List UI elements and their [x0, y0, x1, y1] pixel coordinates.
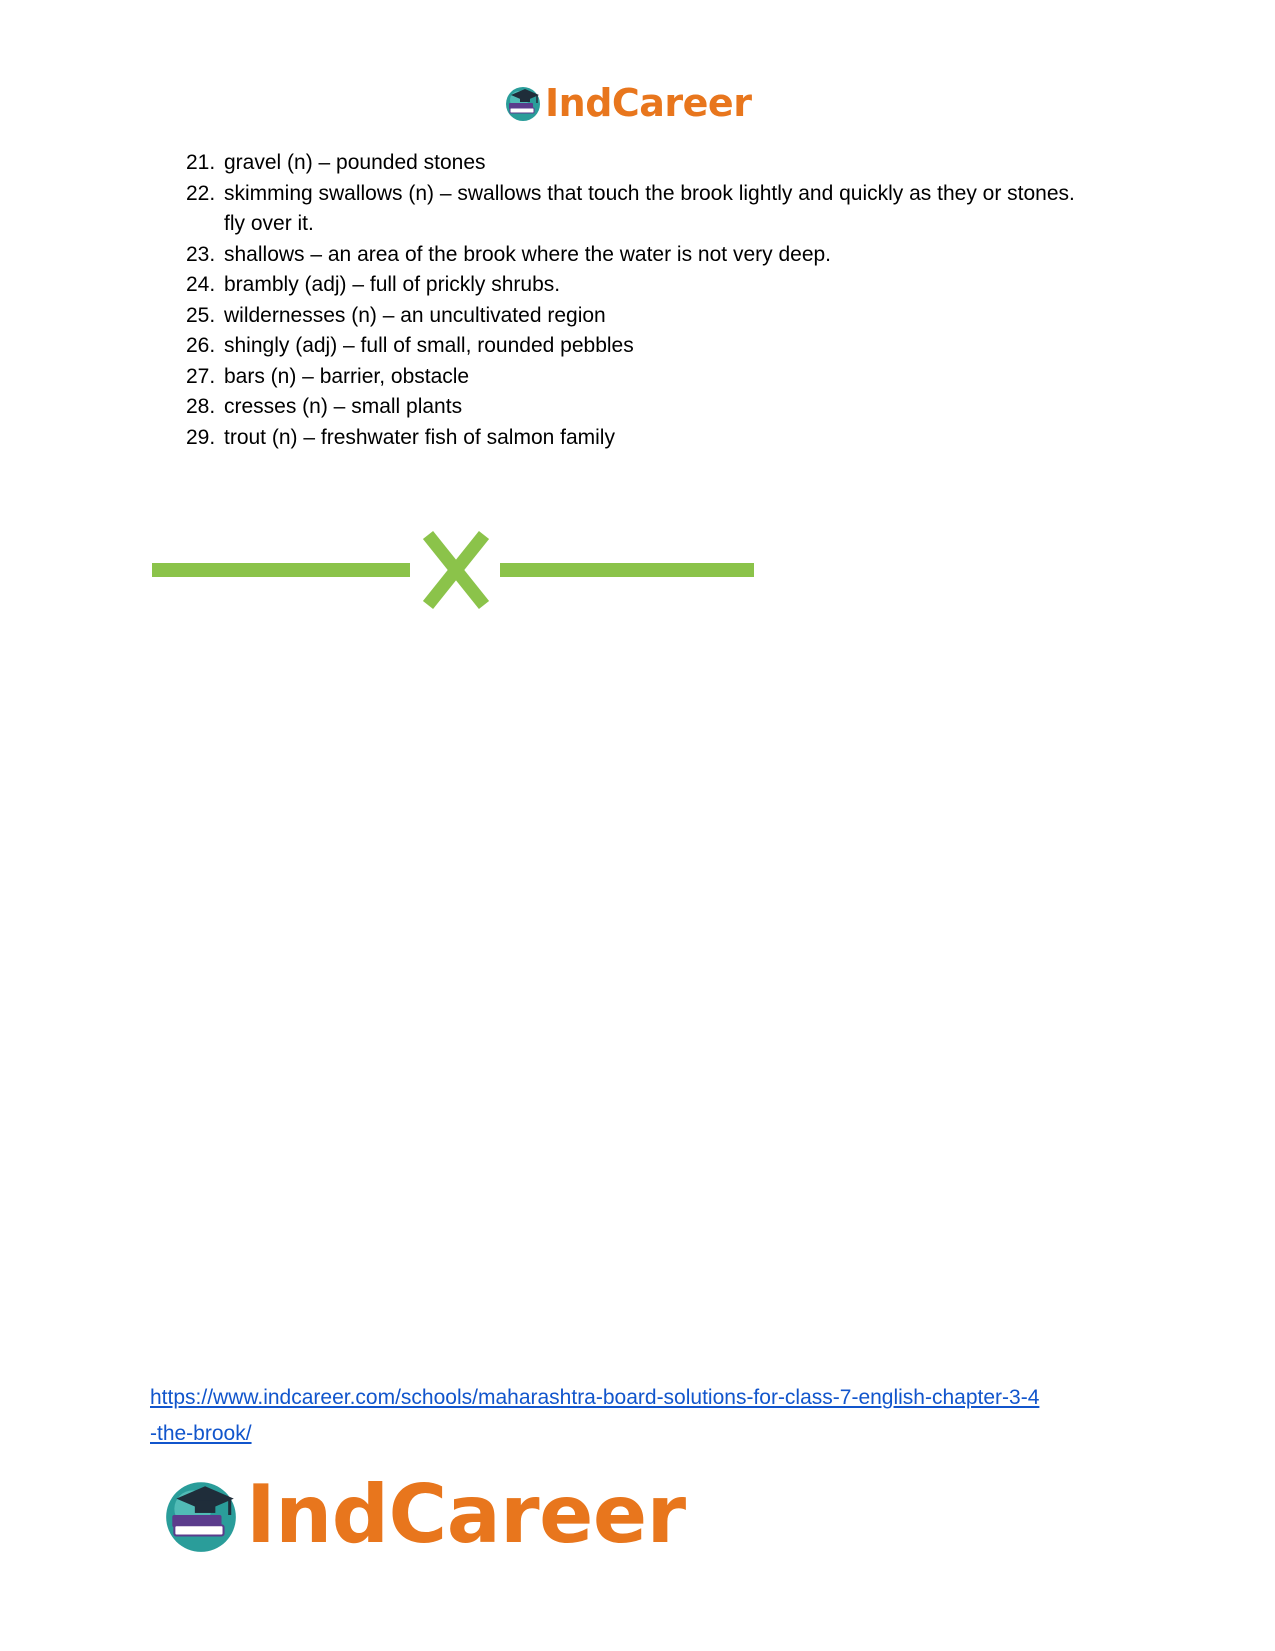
item-number: 28. — [186, 395, 216, 418]
item-text: cresses (n) – small plants — [224, 395, 463, 418]
item-number: 27. — [186, 364, 216, 388]
list-item — [186, 301, 1086, 332]
item-text: shallows – an area of the brook where the water is not very deep. — [224, 242, 832, 266]
item-text: brambly (adj) – full of prickly shrubs. — [224, 273, 561, 296]
item-text: gravel (n) – pounded stones — [224, 151, 486, 174]
source-link[interactable] — [150, 1380, 1130, 1452]
footer-logo — [160, 1470, 686, 1560]
graduation-book-globe-icon — [503, 83, 543, 123]
section-divider — [150, 530, 756, 610]
logo-wordmark: IndCareer — [246, 1468, 686, 1561]
item-number: 24. — [186, 273, 216, 296]
list-item — [186, 362, 1086, 393]
list-item — [186, 179, 1086, 240]
item-text: bars (n) – barrier, obstacle — [224, 364, 470, 388]
item-number: 29. — [186, 425, 216, 449]
source-link-line1: https://www.indcareer.com/schools/maharashtra-board-solutions-for-class-7-english-chapter-3-4 — [150, 1386, 1040, 1409]
item-number: 22. — [186, 181, 216, 205]
source-link-line2: -the-brook/ — [150, 1422, 252, 1445]
item-text: shingly (adj) – full of small, rounded pebbles — [224, 334, 634, 357]
list-item — [186, 423, 1086, 454]
list-item — [186, 148, 1086, 179]
item-number: 26. — [186, 334, 216, 357]
item-number: 25. — [186, 303, 216, 327]
list-item — [186, 240, 1086, 271]
item-text: wildernesses (n) – an uncultivated region — [224, 303, 606, 327]
header-logo — [503, 80, 751, 126]
item-text: trout (n) – freshwater fish of salmon family — [224, 425, 615, 449]
item-number: 23. — [186, 242, 216, 266]
list-item — [186, 392, 1086, 423]
logo-wordmark: IndCareer — [545, 81, 752, 125]
graduation-book-globe-icon — [160, 1474, 242, 1556]
list-item — [186, 270, 1086, 301]
item-number: 21. — [186, 151, 216, 174]
list-item — [186, 331, 1086, 362]
item-text: skimming swallows (n) – swallows that touch the brook lightly and quickly as they or stones. fly over it. — [224, 181, 1075, 235]
vocabulary-list — [186, 148, 1086, 453]
